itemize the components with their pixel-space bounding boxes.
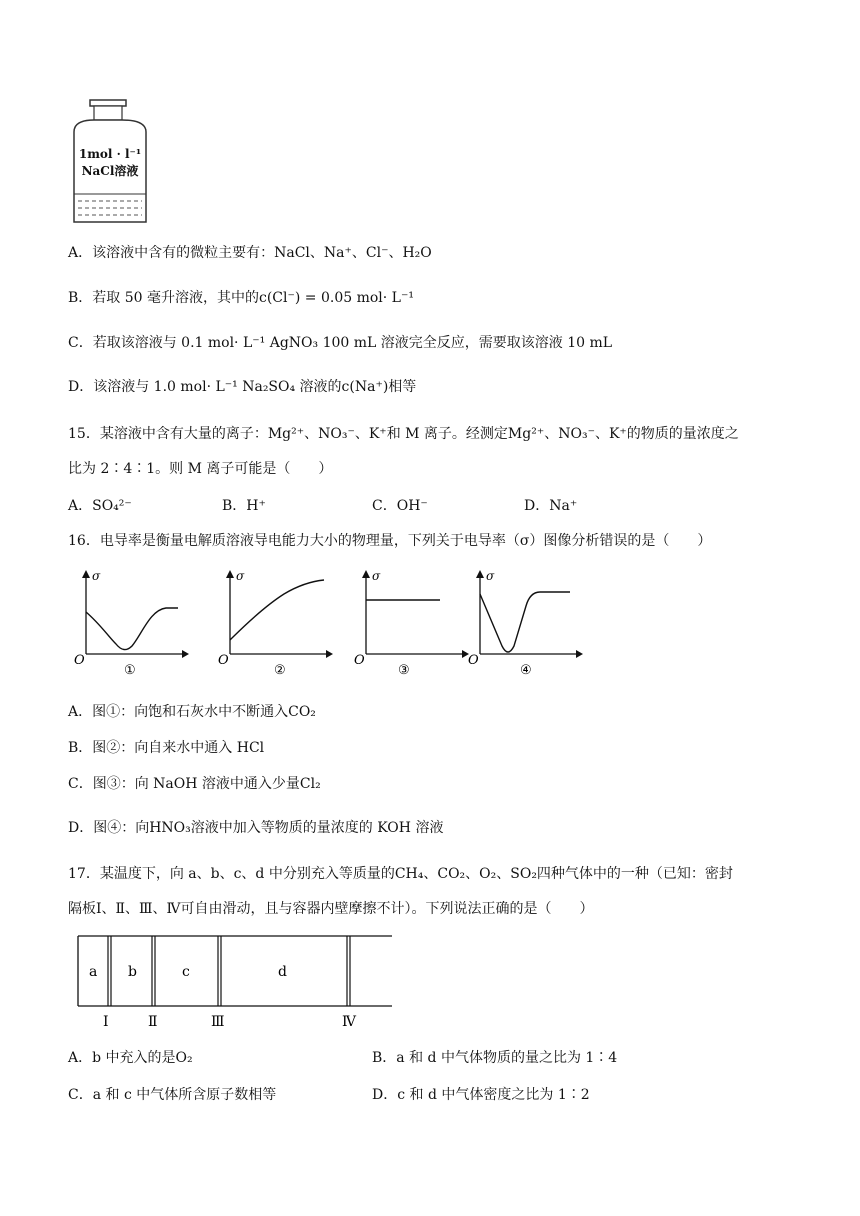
graph-4-caption: ④ bbox=[520, 663, 532, 678]
q16-graph-4 bbox=[464, 566, 584, 678]
graph-2-origin: O bbox=[218, 653, 229, 668]
q17-option-a: A．b 中充入的是O₂ bbox=[68, 1050, 193, 1066]
partition-3-label: Ⅲ bbox=[211, 1014, 225, 1030]
q17-option-c: C．a 和 c 中气体所含原子数相等 bbox=[68, 1087, 277, 1103]
chamber-c-label: c bbox=[182, 964, 190, 980]
q16-option-a: A．图①：向饱和石灰水中不断通入CO₂ bbox=[68, 704, 316, 720]
q16-stem: 16．电导率是衡量电解质溶液导电能力大小的物理量，下列关于电导率（σ）图像分析错误的是（ ） bbox=[68, 533, 712, 549]
q16-option-d: D．图④：向HNO₃溶液中加入等物质的量浓度的 KOH 溶液 bbox=[68, 820, 444, 836]
q15-option-d: D．Na⁺ bbox=[524, 498, 578, 514]
q14-option-d: D．该溶液与 1.0 mol· L⁻¹ Na₂SO₄ 溶液的c(Na⁺)相等 bbox=[68, 379, 417, 395]
graph-4-y-label: σ bbox=[486, 569, 495, 583]
partition-4-label: Ⅳ bbox=[342, 1014, 356, 1030]
chamber-b-label: b bbox=[128, 964, 137, 980]
graph-1-caption: ① bbox=[124, 663, 136, 678]
q15-option-a: A．SO₄²⁻ bbox=[68, 498, 132, 514]
partition-1-label: Ⅰ bbox=[103, 1014, 109, 1030]
bottle-label bbox=[74, 146, 146, 180]
q16-option-b: B．图②：向自来水中通入 HCl bbox=[68, 740, 265, 756]
q16-graph-3 bbox=[350, 566, 470, 678]
q15-stem-line1: 15．某溶液中含有大量的离子：Mg²⁺、NO₃⁻、K⁺和 M 离子。经测定Mg²⁺、NO₃⁻、K⁺的物质的量浓度之 bbox=[68, 426, 739, 442]
graph-2-y-label: σ bbox=[236, 569, 245, 583]
graph-1-y-label: σ bbox=[92, 569, 101, 583]
q17-stem-line1: 17．某温度下，向 a、b、c、d 中分别充入等质量的CH₄、CO₂、O₂、SO₂四种气体中的一种（已知：密封 bbox=[68, 866, 733, 882]
q14-option-c: C．若取该溶液与 0.1 mol· L⁻¹ AgNO₃ 100 mL 溶液完全反应，需要取该溶液 10 mL bbox=[68, 335, 613, 351]
chamber-d-label: d bbox=[278, 964, 287, 980]
q16-option-c: C．图③：向 NaOH 溶液中通入少量Cl₂ bbox=[68, 776, 321, 792]
q14-option-a: A．该溶液中含有的微粒主要有：NaCl、Na⁺、Cl⁻、H₂O bbox=[68, 245, 432, 261]
q17-option-b: B．a 和 d 中气体物质的量之比为 1∶4 bbox=[372, 1050, 618, 1066]
graph-1-origin: O bbox=[74, 653, 85, 668]
q15-option-c: C．OH⁻ bbox=[372, 498, 428, 514]
graph-3-caption: ③ bbox=[398, 663, 410, 678]
q17-container-diagram bbox=[70, 930, 400, 1030]
q17-stem-line2: 隔板Ⅰ、Ⅱ、Ⅲ、Ⅳ可自由滑动，且与容器内壁摩擦不计）。下列说法正确的是（ ） bbox=[68, 901, 594, 917]
chamber-a-label: a bbox=[89, 964, 98, 980]
q14-option-b: B．若取 50 毫升溶液，其中的c(Cl⁻) = 0.05 mol· L⁻¹ bbox=[68, 290, 414, 306]
bottle-label-solution: NaCl溶液 bbox=[81, 164, 139, 178]
q16-graph-2 bbox=[214, 566, 334, 678]
q16-graph-1 bbox=[70, 566, 190, 678]
q17-option-d: D．c 和 d 中气体密度之比为 1∶2 bbox=[372, 1087, 590, 1103]
graph-2-caption: ② bbox=[274, 663, 286, 678]
q15-option-b: B．H⁺ bbox=[222, 498, 266, 514]
graph-3-y-label: σ bbox=[372, 569, 381, 583]
q15-stem-line2: 比为 2∶4∶1。则 M 离子可能是（ ） bbox=[68, 461, 333, 477]
bottle-label-concentration: 1mol · l⁻¹ bbox=[78, 147, 142, 161]
graph-3-origin: O bbox=[354, 653, 365, 668]
reagent-bottle bbox=[70, 98, 150, 226]
partition-2-label: Ⅱ bbox=[148, 1014, 158, 1030]
graph-4-origin: O bbox=[468, 653, 479, 668]
